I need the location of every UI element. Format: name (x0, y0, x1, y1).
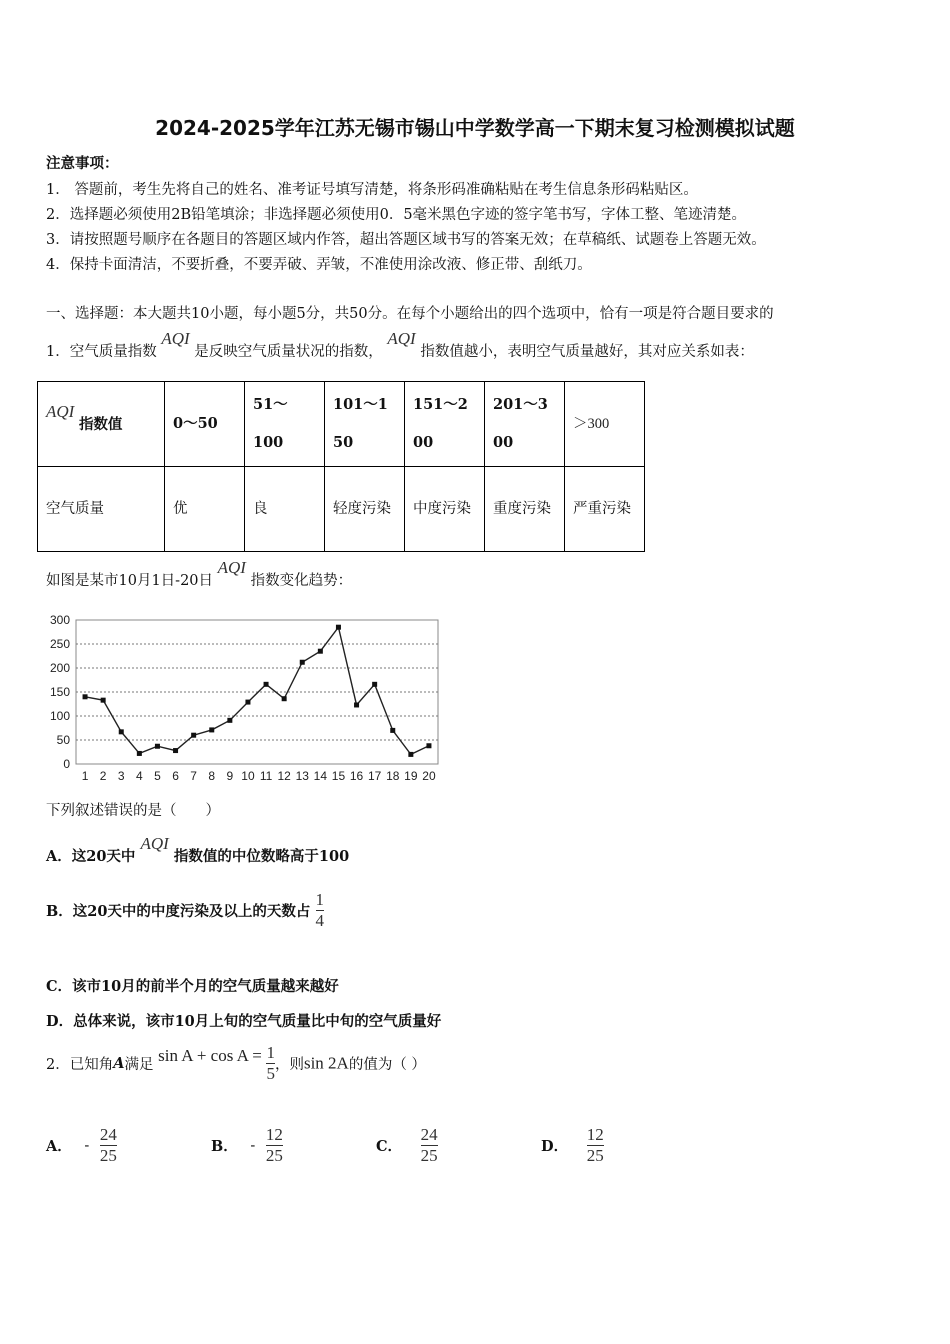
fraction-one-fifth (266, 1043, 275, 1084)
q1-stem-b: 是反映空气质量状况的指数， (194, 344, 383, 360)
fraction-den: 4 (315, 911, 324, 930)
data-point (101, 698, 106, 703)
option-label: B． (211, 1138, 238, 1155)
x-tick-label: 15 (331, 769, 346, 783)
fraction-den: 25 (420, 1146, 438, 1165)
q1-stem-c: 指数值越小，表明空气质量越好，其对应关系如表： (420, 344, 754, 360)
x-tick-label: 16 (349, 769, 364, 783)
table-row (38, 467, 645, 552)
table-cell: 空气质量 (38, 467, 165, 552)
y-tick-label: 300 (49, 613, 70, 627)
data-point (83, 694, 88, 699)
aqi-line-chart (40, 608, 445, 790)
fraction-num: 12 (586, 1125, 604, 1144)
option-label: C． (376, 1138, 403, 1155)
data-point (282, 696, 287, 701)
row-label: 指数值 (78, 415, 123, 433)
section-heading: 一、选择题：本大题共10小题，每小题5分，共50分。在每个小题给出的四个选项中，恰有一项是符合题目要求的 (46, 306, 774, 322)
data-point (318, 649, 323, 654)
fraction-num: 12 (265, 1125, 283, 1144)
fraction-den: 25 (586, 1146, 604, 1165)
data-point (155, 744, 160, 749)
data-point (426, 743, 431, 748)
data-point (264, 682, 269, 687)
data-point (372, 682, 377, 687)
chart-intro-a: 如图是某市10月1日-20日 (46, 573, 214, 589)
fraction-den: 25 (265, 1146, 283, 1165)
x-tick-label: 13 (295, 769, 309, 783)
aqi-symbol: AQI (387, 329, 416, 348)
notice-heading: 注意事项： (46, 155, 119, 172)
option-a-text: A．这20天中 (46, 848, 136, 865)
table-cell: 轻度污染 (325, 467, 405, 552)
page-title: 2024-2025学年江苏无锡市锡山中学数学高一下期末复习检测模拟试题 (155, 116, 795, 140)
option-fraction (266, 1125, 283, 1166)
x-tick-label: 4 (136, 769, 143, 783)
x-tick-label: 17 (367, 769, 382, 783)
option-fraction (100, 1125, 117, 1166)
data-point (336, 625, 341, 630)
q1-option-a (46, 834, 350, 866)
table-cell: 重度污染 (485, 467, 565, 552)
y-tick-label: 50 (56, 733, 70, 747)
table-cell: 中度污染 (405, 467, 485, 552)
x-tick-label: 6 (172, 769, 179, 783)
table-row (38, 382, 645, 467)
table-cell (38, 382, 165, 467)
fraction-num: 1 (315, 890, 324, 909)
q2-option-b (211, 1125, 283, 1166)
data-point (354, 702, 359, 707)
q2-option-d (541, 1125, 604, 1166)
notice-item-1: 1． 答题前，考生先将自己的姓名、准考证号填写清楚，将条形码准确粘贴在考生信息条形码粘贴区。 (46, 182, 698, 198)
table-cell: 101～150 (325, 382, 405, 467)
y-tick-label: 200 (49, 661, 70, 675)
table-cell: 51～100 (245, 382, 325, 467)
aqi-series-line (85, 627, 429, 754)
data-point (245, 700, 250, 705)
x-tick-label: 9 (226, 769, 234, 783)
data-point (119, 729, 124, 734)
x-tick-label: 8 (208, 769, 216, 783)
data-point (173, 748, 178, 753)
option-fraction (421, 1125, 438, 1166)
option-sign: - (250, 1137, 256, 1154)
fraction-den: 5 (266, 1064, 275, 1083)
q2-target: sin 2A (303, 1053, 349, 1073)
notice-item-4: 4．保持卡面清洁，不要折叠，不要弄破、弄皱，不准使用涂改液、修正带、刮纸刀。 (46, 257, 592, 273)
q1-option-d: D．总体来说，该市10月上旬的空气质量比中旬的空气质量好 (46, 1013, 442, 1030)
chart-intro-b: 指数变化趋势： (250, 573, 353, 589)
data-point (300, 660, 305, 665)
data-point (227, 718, 232, 723)
x-tick-label: 2 (99, 769, 107, 783)
q1-stem-a: 1．空气质量指数 (46, 344, 157, 360)
chart-intro (46, 558, 353, 590)
q2-var: A (113, 1055, 125, 1072)
q2-stem-d: 的值为（ ） (348, 1057, 426, 1073)
notice-item-3: 3．请按照题号顺序在各题目的答题区域内作答，超出答题区域书写的答案无效；在草稿纸、试题卷上答题无效。 (46, 232, 766, 248)
table-cell: 严重污染 (565, 467, 645, 552)
x-tick-label: 11 (259, 769, 273, 783)
q1-stem (46, 329, 754, 361)
aqi-table (37, 381, 645, 552)
table-cell: 良 (245, 467, 325, 552)
q1-question: 下列叙述错误的是（ ） (46, 803, 220, 819)
q1-option-b (46, 890, 324, 931)
q2-option-c (376, 1125, 438, 1166)
option-sign: - (84, 1137, 90, 1154)
q2-condition: sin A + cos A = (158, 1045, 262, 1065)
y-tick-label: 150 (49, 685, 70, 699)
fraction-num: 24 (420, 1125, 438, 1144)
table-cell: 201～300 (485, 382, 565, 467)
aqi-symbol: AQI (161, 329, 190, 348)
option-fraction (587, 1125, 604, 1166)
x-tick-label: 20 (422, 769, 436, 783)
aqi-symbol: AQI (217, 558, 246, 577)
x-tick-label: 5 (154, 769, 161, 783)
data-point (408, 752, 413, 757)
q2-option-a (46, 1125, 117, 1166)
x-tick-label: 3 (117, 769, 125, 783)
table-cell: ＞300 (565, 382, 645, 467)
table-cell: 优 (165, 467, 245, 552)
q1-option-c: C．该市10月的前半个月的空气质量越来越好 (46, 978, 339, 995)
fraction-num: 24 (99, 1125, 117, 1144)
option-b-text: B．这20天中的中度污染及以上的天数占 (46, 903, 311, 920)
option-label: D． (541, 1138, 569, 1155)
q2-stem-b: 满足 (124, 1057, 154, 1073)
x-tick-label: 12 (277, 769, 291, 783)
fraction-num: 1 (266, 1043, 275, 1062)
q2-stem-a: 2．已知角 (46, 1057, 114, 1073)
q2-stem (46, 1043, 426, 1084)
data-point (137, 751, 142, 756)
y-tick-label: 250 (49, 637, 70, 651)
y-tick-label: 0 (63, 757, 70, 771)
data-point (209, 727, 214, 732)
aqi-symbol: AQI (140, 834, 169, 853)
x-tick-label: 10 (241, 769, 255, 783)
fraction-one-quarter (316, 890, 325, 931)
table-cell: 151～200 (405, 382, 485, 467)
y-tick-label: 100 (49, 709, 70, 723)
table-cell: 0～50 (165, 382, 245, 467)
x-tick-label: 19 (404, 769, 418, 783)
notice-item-2: 2．选择题必须使用2B铅笔填涂；非选择题必须使用0．5毫米黑色字迹的签字笔书写，字体工整、笔迹清楚。 (46, 207, 747, 223)
x-tick-label: 14 (313, 769, 328, 783)
x-tick-label: 7 (190, 769, 197, 783)
x-tick-label: 1 (81, 769, 89, 783)
aqi-symbol: AQI (46, 401, 75, 421)
data-point (390, 728, 395, 733)
fraction-den: 25 (99, 1146, 117, 1165)
x-tick-label: 18 (386, 769, 400, 783)
data-point (191, 733, 196, 738)
option-a-text-2: 指数值的中位数略高于100 (173, 848, 350, 865)
q2-stem-c: ，则 (274, 1057, 304, 1073)
option-label: A． (46, 1138, 72, 1155)
